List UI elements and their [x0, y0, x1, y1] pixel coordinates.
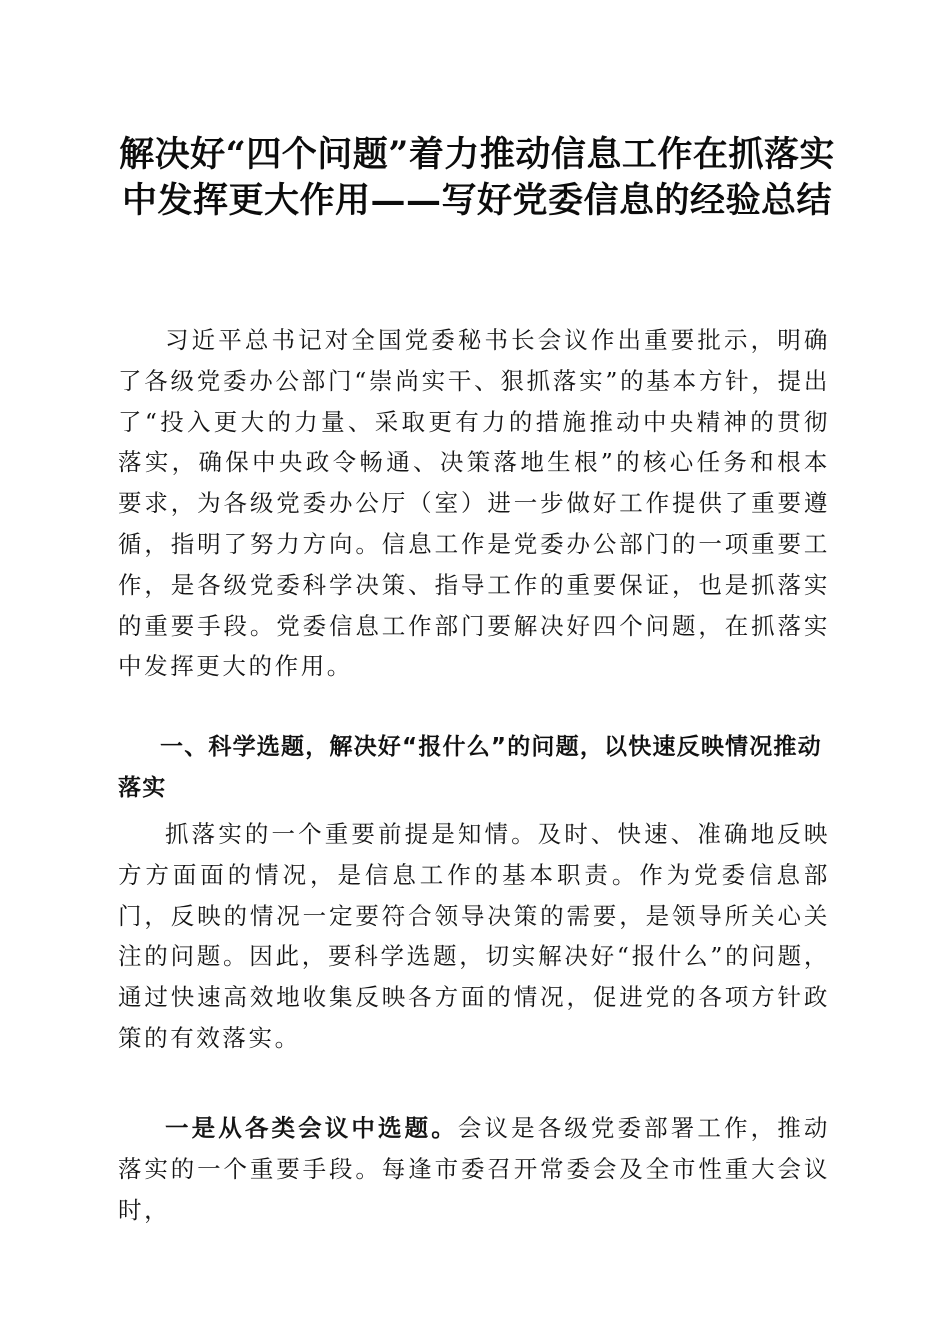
intro-paragraph: 习近平总书记对全国党委秘书长会议作出重要批示，明确了各级党委办公部门“崇尚实干、狠抓落实”的基本方针，提出了“投入更大的力量、采取更有力的措施推动中央精神的贯彻落实，确保中央政令畅通、决策落地生根”的核心任务和根本要求，为各级党委办公厅（室）进一步做好工作提供了重要遵循，指明了努力方向。信息工作是党委办公部门的一项重要工作，是各级党委科学决策、指导工作的重要保证，也是抓落实的重要手段。党委信息工作部门要解决好四个问题，在抓落实中发挥更大的作用。 — [118, 326, 830, 681]
document-title: 解决好“四个问题”着力推动信息工作在抓落实中发挥更大作用——写好党委信息的经验总结 — [119, 134, 835, 221]
section-heading: 一、科学选题，解决好“报什么”的问题，以快速反映情况推动落实 — [118, 734, 822, 801]
point-paragraph — [118, 1108, 830, 1230]
section-paragraph: 抓落实的一个重要前提是知情。及时、快速、准确地反映方方面面的情况，是信息工作的基本职责。作为党委信息部门，反映的情况一定要符合领导决策的需要，是领导所关心关注的问题。因此，要科学选题，切实解决好“报什么”的问题，通过快速高效地收集反映各方面的情况，促进党的各项方针政策的有效落实。 — [118, 820, 830, 1052]
point-text: 会议是各级党委部署工作，推动落实的一个重要手段。每逢市委召开常委会及全市性重大会议时， — [118, 1114, 830, 1224]
point-lead: 一是从各类会议中选题。 — [165, 1114, 458, 1142]
